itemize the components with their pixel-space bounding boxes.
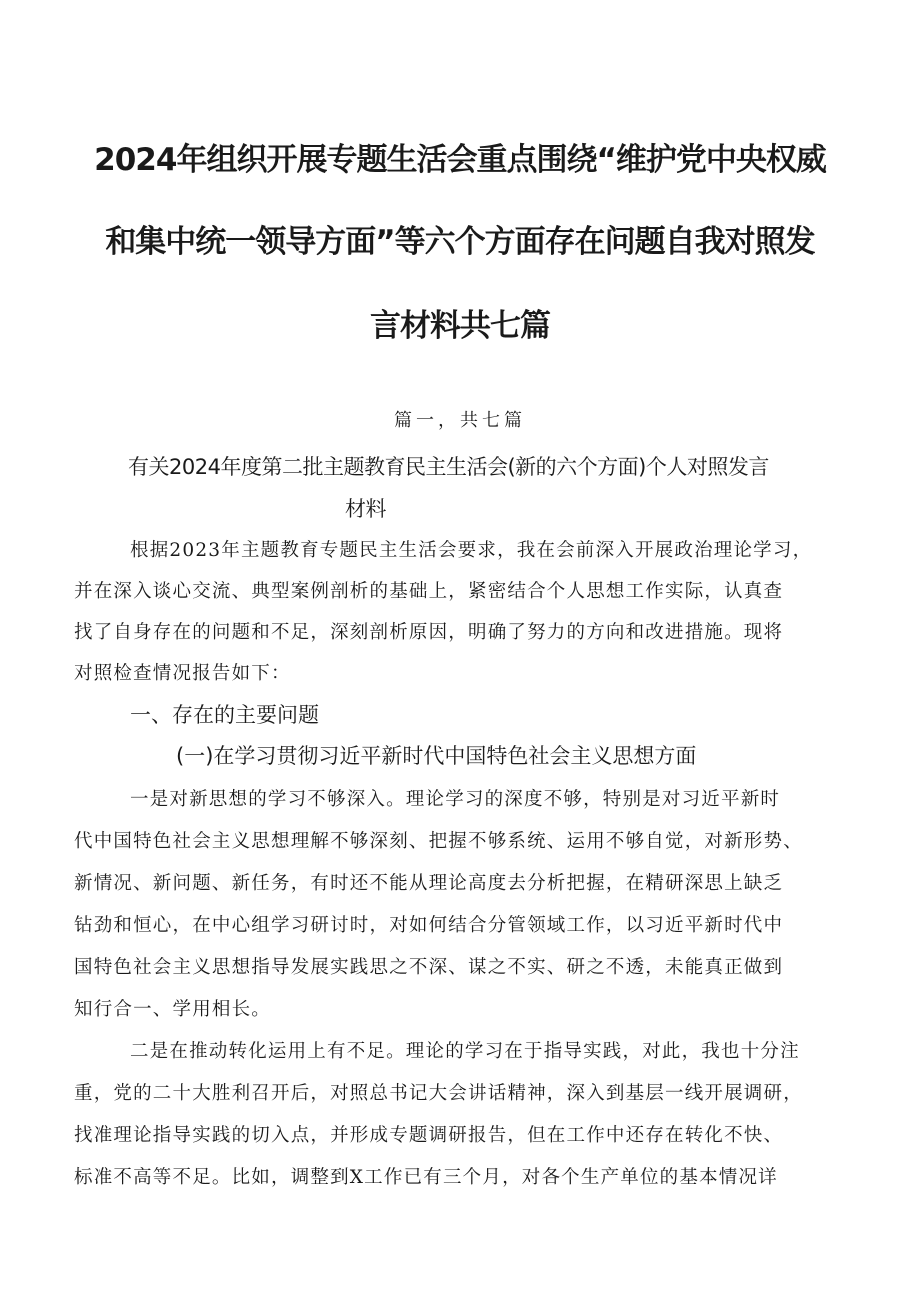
document-title-line-1: 2024年组织开展专题生活会重点围绕“维护党中央权威 [94, 142, 826, 178]
paragraph2-line-3: 找准理论指导实践的切入点，并形成专题调研报告，但在工作中还存在转化不快、 [74, 1125, 784, 1146]
paragraph2-line-2: 重，党的二十大胜利召开后，对照总书记大会讲话精神，深入到基层一线开展调研， [74, 1083, 803, 1104]
intro-line-2: 并在深入谈心交流、典型案例剖析的基础上，紧密结合个人思想工作实际，认真查 [74, 581, 784, 602]
paragraph1-line-3: 新情况、新问题、新任务，有时还不能从理论高度去分析把握，在精研深思上缺乏 [74, 873, 784, 894]
document-title-line-3: 言材料共七篇 [370, 308, 550, 344]
intro-line-3: 找了自身存在的问题和不足，深刻剖析原因，明确了努力的方向和改进措施。现将 [74, 622, 784, 643]
section-heading: 一、存在的主要问题 [130, 703, 319, 727]
paragraph1-line-1: 一是对新思想的学习不够深入。理论学习的深度不够，特别是对习近平新时 [130, 789, 781, 810]
subtitle-line-2: 材料 [345, 497, 386, 521]
intro-line-4: 对照检查情况报告如下： [74, 663, 291, 684]
subtitle-line-1: 有关2024年度第二批主题教育民主生活会(新的六个方面)个人对照发言 [128, 455, 769, 479]
paragraph1-line-6: 知行合一、学用相长。 [74, 999, 272, 1020]
paragraph2-line-4: 标准不高等不足。比如，调整到X工作已有三个月，对各个生产单位的基本情况详 [74, 1167, 778, 1188]
intro-line-1: 根据2023年主题教育专题民主生活会要求，我在会前深入开展政治理论学习， [130, 540, 813, 561]
document-title-line-2: 和集中统一领导方面”等六个方面存在问题自我对照发 [105, 224, 815, 260]
part-label: 篇一，共七篇 [394, 410, 526, 431]
paragraph1-line-5: 国特色社会主义思想指导发展实践思之不深、谋之不实、研之不透，未能真正做到 [74, 957, 784, 978]
subsection-heading: (一)在学习贯彻习近平新时代中国特色社会主义思想方面 [176, 744, 697, 768]
paragraph1-line-4: 钻劲和恒心，在中心组学习研讨时，对如何结合分管领域工作，以习近平新时代中 [74, 915, 784, 936]
paragraph2-line-1: 二是在推动转化运用上有不足。理论的学习在于指导实践，对此，我也十分注 [130, 1041, 800, 1062]
paragraph1-line-2: 代中国特色社会主义思想理解不够深刻、把握不够系统、运用不够自觉，对新形势、 [74, 831, 803, 852]
